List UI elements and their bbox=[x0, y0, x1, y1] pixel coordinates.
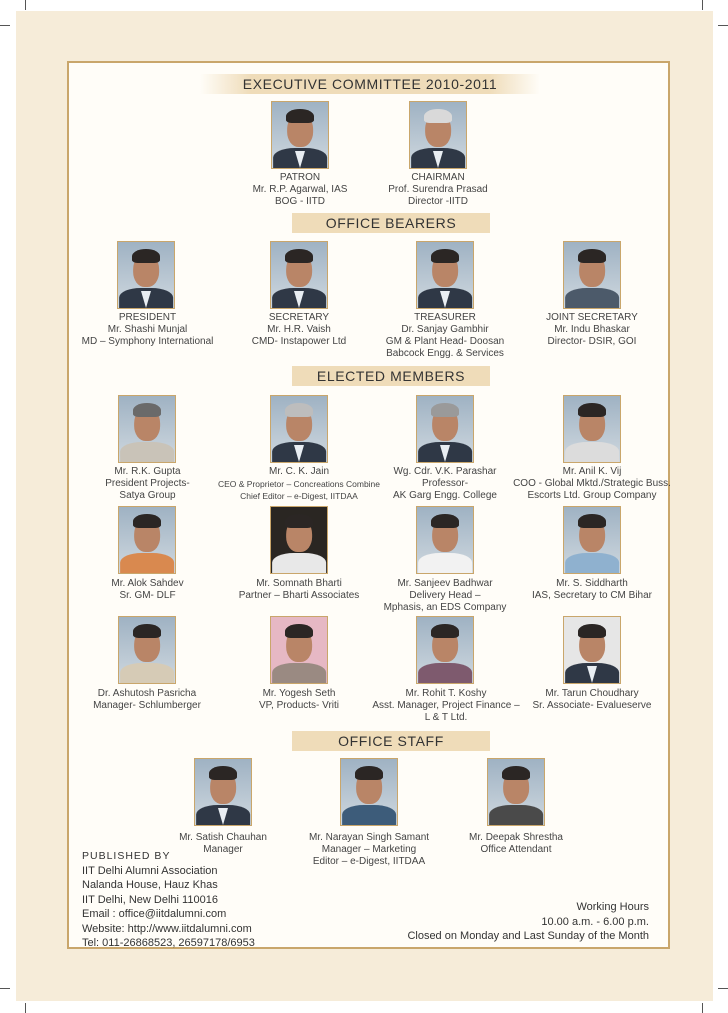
member-title: Manager- Schlumberger bbox=[93, 700, 201, 711]
member-caption bbox=[90, 466, 205, 502]
staff-name: Mr. Deepak Shrestha bbox=[469, 832, 563, 843]
member-name: Mr. Anil K. Vij bbox=[562, 466, 622, 477]
member-name: Mr. Tarun Choudhary bbox=[545, 688, 639, 699]
elected-members-title: ELECTED MEMBERS bbox=[316, 368, 466, 384]
staff-title: Office Attendant bbox=[480, 844, 552, 855]
member-caption bbox=[527, 578, 657, 602]
working-hours-closed: Closed on Monday and Last Sunday of the Month bbox=[407, 930, 649, 942]
crop-mark bbox=[702, 1003, 703, 1013]
chairman-name: Prof. Surendra Prasad bbox=[388, 184, 488, 195]
member-photo bbox=[270, 395, 328, 463]
member-caption bbox=[512, 466, 672, 502]
joint-secretary-name: Mr. Indu Bhaskar bbox=[554, 324, 630, 335]
page-title bbox=[200, 74, 540, 94]
member-title: Sr. GM- DLF bbox=[119, 590, 176, 601]
crop-mark bbox=[0, 988, 10, 989]
member-name: Mr. S. Siddharth bbox=[556, 578, 628, 589]
member-title: IAS, Secretary to CM Bihar bbox=[531, 590, 653, 601]
president-name: Mr. Shashi Munjal bbox=[107, 324, 188, 335]
member-org: Escorts Ltd. Group Company bbox=[527, 490, 657, 501]
member-photo bbox=[563, 616, 621, 684]
patron-photo bbox=[271, 101, 329, 169]
crop-mark bbox=[25, 1003, 26, 1013]
member-caption bbox=[82, 688, 212, 712]
treasurer-caption bbox=[375, 312, 515, 360]
publisher-address-1: Nalanda House, Hauz Khas bbox=[82, 879, 218, 891]
joint-secretary-photo bbox=[563, 241, 621, 309]
working-hours-block bbox=[407, 900, 649, 944]
publisher-org: IIT Delhi Alumni Association bbox=[82, 864, 218, 877]
secretary-photo bbox=[270, 241, 328, 309]
member-caption bbox=[204, 466, 394, 502]
staff-name: Mr. Narayan Singh Samant bbox=[308, 832, 430, 843]
member-photo bbox=[416, 616, 474, 684]
member-title: Partner – Bharti Associates bbox=[238, 590, 360, 601]
staff-photo bbox=[194, 758, 252, 826]
staff-caption bbox=[456, 832, 576, 856]
member-name: Mr. Yogesh Seth bbox=[262, 688, 336, 699]
member-caption bbox=[527, 688, 657, 712]
crop-mark bbox=[702, 0, 703, 10]
member-caption bbox=[239, 688, 359, 712]
president-detail: MD – Symphony International bbox=[81, 336, 214, 347]
chairman-photo bbox=[409, 101, 467, 169]
member-photo bbox=[416, 395, 474, 463]
member-photo bbox=[270, 616, 328, 684]
member-caption bbox=[366, 688, 526, 724]
office-bearers-title: OFFICE BEARERS bbox=[325, 215, 457, 231]
member-caption bbox=[380, 578, 510, 614]
elected-members-heading bbox=[292, 366, 490, 386]
staff-title: Manager bbox=[203, 844, 243, 855]
staff-detail: Editor – e-Digest, IITDAA bbox=[312, 856, 426, 867]
member-name: Mr. Somnath Bharti bbox=[256, 578, 342, 589]
treasurer-detail: GM & Plant Head- Doosan bbox=[385, 336, 505, 347]
member-title: Asst. Manager, Project Finance – bbox=[372, 700, 520, 711]
member-org: Satya Group bbox=[119, 490, 176, 501]
publisher-block bbox=[82, 849, 255, 951]
publisher-website: Website: http://www.iitdalumni.com bbox=[82, 922, 252, 935]
publisher-tel: Tel: 011-26868523, 26597178/6953 bbox=[82, 937, 255, 949]
member-photo bbox=[118, 395, 176, 463]
member-title: President Projects- bbox=[105, 478, 190, 489]
member-title: VP, Products- Vriti bbox=[258, 700, 340, 711]
member-name: Mr. Rohit T. Koshy bbox=[405, 688, 487, 699]
joint-secretary-detail: Director- DSIR, GOI bbox=[547, 336, 637, 347]
crop-mark bbox=[718, 25, 728, 26]
publisher-email: Email : office@iitdalumni.com bbox=[82, 908, 227, 920]
joint-secretary-role: JOINT SECRETARY bbox=[546, 312, 638, 323]
treasurer-name: Dr. Sanjay Gambhir bbox=[401, 324, 489, 335]
secretary-caption bbox=[229, 312, 369, 348]
chairman-detail: Director -IITD bbox=[408, 196, 468, 207]
president-photo bbox=[117, 241, 175, 309]
member-photo bbox=[118, 616, 176, 684]
member-photo bbox=[563, 395, 621, 463]
publisher-label: PUBLISHED BY bbox=[82, 850, 171, 862]
joint-secretary-caption bbox=[530, 312, 654, 348]
treasurer-role: TREASURER bbox=[414, 312, 476, 323]
member-org: Mphasis, an EDS Company bbox=[383, 602, 507, 613]
treasurer-detail-2: Babcock Engg. & Services bbox=[386, 348, 504, 359]
member-title: COO - Global Mktd./Strategic Buss. bbox=[513, 478, 671, 489]
treasurer-photo bbox=[416, 241, 474, 309]
president-caption bbox=[70, 312, 225, 348]
working-hours-time: 10.00 a.m. - 6.00 p.m. bbox=[541, 915, 649, 928]
crop-mark bbox=[718, 988, 728, 989]
office-staff-heading bbox=[292, 731, 490, 751]
staff-photo bbox=[340, 758, 398, 826]
president-role: PRESIDENT bbox=[118, 312, 177, 323]
secretary-detail: CMD- Instapower Ltd bbox=[251, 336, 347, 347]
chairman-caption bbox=[378, 172, 498, 208]
member-photo bbox=[563, 506, 621, 574]
working-hours-label: Working Hours bbox=[576, 901, 649, 913]
member-name: Mr. R.K. Gupta bbox=[114, 466, 181, 477]
member-title: Delivery Head – bbox=[409, 590, 481, 601]
member-caption bbox=[229, 578, 369, 602]
crop-mark bbox=[0, 25, 10, 26]
member-title: Professor- bbox=[421, 478, 469, 489]
patron-caption bbox=[240, 172, 360, 208]
chairman-role: CHAIRMAN bbox=[411, 172, 465, 183]
member-title: Sr. Associate- Evalueserve bbox=[532, 700, 652, 711]
member-org: Chief Editor – e-Digest, IITDAA bbox=[240, 491, 358, 501]
member-name: Wg. Cdr. V.K. Parashar bbox=[393, 466, 497, 477]
staff-photo bbox=[487, 758, 545, 826]
member-name: Mr. Alok Sahdev bbox=[111, 578, 184, 589]
member-photo bbox=[270, 506, 328, 574]
secretary-role: SECRETARY bbox=[268, 312, 330, 323]
staff-title: Manager – Marketing bbox=[321, 844, 417, 855]
member-caption bbox=[384, 466, 506, 502]
member-name: Dr. Ashutosh Pasricha bbox=[97, 688, 197, 699]
member-caption bbox=[90, 578, 205, 602]
member-photo bbox=[416, 506, 474, 574]
patron-name: Mr. R.P. Agarwal, IAS bbox=[252, 184, 348, 195]
patron-role: PATRON bbox=[279, 172, 321, 183]
member-photo bbox=[118, 506, 176, 574]
staff-caption bbox=[299, 832, 439, 868]
crop-mark bbox=[25, 0, 26, 10]
member-name: Mr. Sanjeev Badhwar bbox=[397, 578, 493, 589]
member-org: L & T Ltd. bbox=[424, 712, 468, 723]
office-staff-title: OFFICE STAFF bbox=[338, 733, 444, 749]
member-name: Mr. C. K. Jain bbox=[268, 466, 329, 477]
page-title-text: EXECUTIVE COMMITTEE 2010-2011 bbox=[242, 76, 498, 92]
secretary-name: Mr. H.R. Vaish bbox=[267, 324, 331, 335]
member-org: AK Garg Engg. College bbox=[393, 490, 497, 501]
office-bearers-heading bbox=[292, 213, 490, 233]
member-title: CEO & Proprietor – Concreations Combine bbox=[217, 479, 381, 489]
publisher-address-2: IIT Delhi, New Delhi 110016 bbox=[82, 893, 218, 906]
patron-detail: BOG - IITD bbox=[275, 196, 325, 207]
staff-name: Mr. Satish Chauhan bbox=[179, 832, 267, 843]
